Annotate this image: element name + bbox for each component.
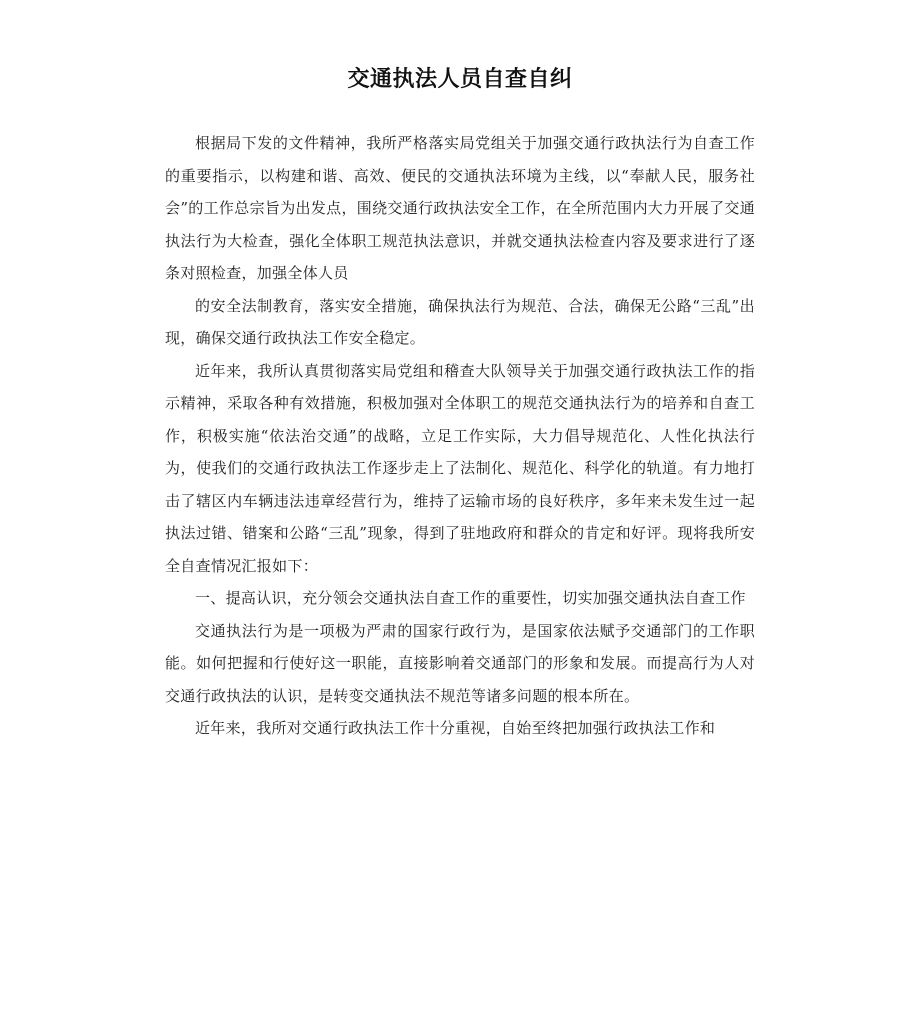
paragraph-intro: 根据局下发的文件精神，我所严格落实局党组关于加强交通行政执法行为自查工作的重要指示，以构建和谐、高效、便民的交通执法环境为主线，以“奉献人民，服务社会”的工作总宗旨为出发点，围绕交通行政执法安全工作，在全所范围内大力开展了交通执法行为大检查，强化全体职工规范执法意识，并就交通执法检查内容及要求进行了逐条对照检查，加强全体人员 bbox=[165, 134, 755, 282]
paragraph-continuation: 近年来，我所对交通行政执法工作十分重视，自始至终把加强行政执法工作和 bbox=[195, 719, 716, 737]
paragraph-enforcement-behavior: 交通执法行为是一项极为严肃的国家行政行为，是国家依法赋予交通部门的工作职能。如何把握和行使好这一职能，直接影响着交通部门的形象和发展。而提高行为人对交通行政执法的认识，是转变交通执法不规范等诸多问题的根本所在。 bbox=[165, 621, 755, 705]
document-title: 交通执法人员自查自纠 bbox=[347, 67, 573, 92]
paragraph-recent-years: 近年来，我所认真贯彻落实局党组和稽查大队领导关于加强交通行政执法工作的指示精神，采取各种有效措施，积极加强对全体职工的规范交通执法行为的培养和自查工作，积极实施“依法治交通”的战略，立足工作实际，大力倡导规范化、人性化执法行为，使我们的交通行政执法工作逐步走上了法制化、规范化、科学化的轨道。有力地打击了辖区内车辆违法违章经营行为，维持了运输市场的良好秩序，多年来未发生过一起执法过错、错案和公路“三乱”现象，得到了驻地政府和群众的肯定和好评。现将我所安全自查情况汇报如下： bbox=[165, 361, 755, 575]
document-body bbox=[165, 127, 755, 745]
paragraph-safety-education: 的安全法制教育，落实安全措施，确保执法行为规范、合法，确保无公路“三乱”出现，确保交通行政执法工作安全稳定。 bbox=[165, 296, 755, 347]
section-heading-1: 一、提高认识，充分领会交通执法自查工作的重要性，切实加强交通执法自查工作 bbox=[195, 589, 746, 607]
